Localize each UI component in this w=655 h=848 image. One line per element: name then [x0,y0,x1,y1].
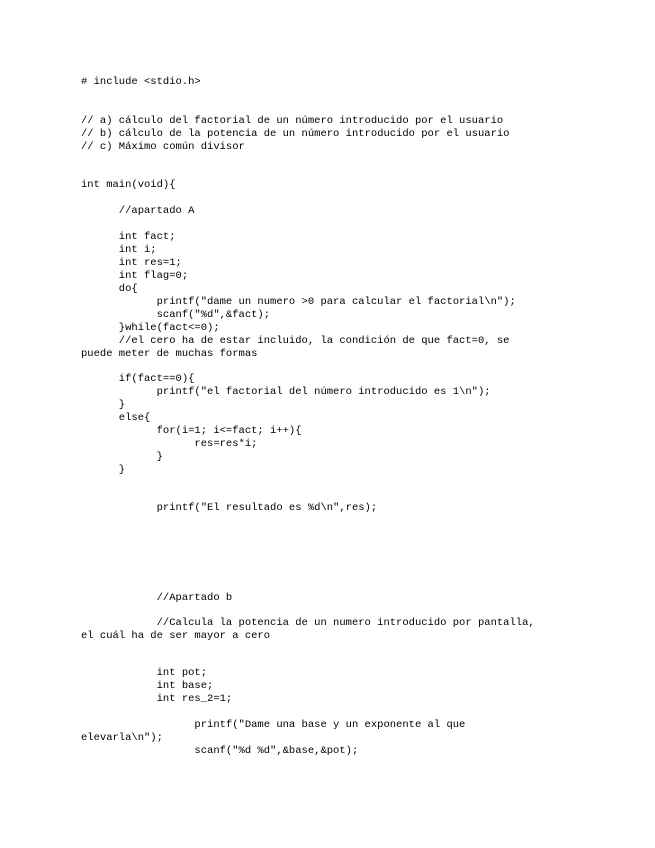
code-line-scanf-fact: scanf("%d",&fact); [81,309,271,321]
code-line-int-res: int res=1; [81,257,182,269]
code-line-comment-c: // c) Máximo común divisor [81,141,245,153]
code-line-for: for(i=1; i<=fact; i++){ [81,425,302,437]
code-line-comment-a: // a) cálculo del factorial de un número introducido por el usuario [81,115,504,127]
code-line-scanf-base-pot: scanf("%d %d",&base,&pot); [81,745,359,757]
code-line-int-fact: int fact; [81,231,176,243]
code-line-int-flag: int flag=0; [81,270,189,282]
code-line-close-else: } [81,464,126,476]
code-line-close-if: } [81,399,126,411]
code-line-int-res2: int res_2=1; [81,693,233,705]
code-line-apartado-b: //Apartado b [81,592,233,604]
code-line-close-for: } [81,451,163,463]
code-line-comment-b: // b) cálculo de la potencia de un número introducido por el usuario [81,128,510,140]
code-line-printf-base: printf("Dame una base y un exponente al que [81,719,466,731]
code-line-if: if(fact==0){ [81,373,195,385]
code-line-printf-resultado: printf("El resultado es %d\n",res); [81,502,378,514]
code-line-comment-potencia-cont: el cuál ha de ser mayor a cero [81,630,271,642]
code-line-comment-potencia: //Calcula la potencia de un numero introducido por pantalla, [81,617,535,629]
code-line-comment-cero: //el cero ha de estar incluido, la condición de que fact=0, se [81,335,510,347]
code-line-printf-prompt: printf("dame un numero >0 para calcular el factorial\n"); [81,296,516,308]
code-line-main: int main(void){ [81,179,176,191]
code-line-int-base: int base; [81,680,214,692]
code-line-int-pot: int pot; [81,667,208,679]
code-line-comment-cero-cont: puede meter de muchas formas [81,348,258,360]
code-line-printf-base-cont: elevarla\n"); [81,732,163,744]
code-line-do: do{ [81,283,138,295]
code-line-printf-factorial-1: printf("el factorial del número introducido es 1\n"); [81,386,491,398]
code-line-include: # include <stdio.h> [81,76,201,88]
code-line-res-mult: res=res*i; [81,438,258,450]
code-line-apartado-a: //apartado A [81,205,195,217]
code-line-while: }while(fact<=0); [81,322,220,334]
code-line-else: else{ [81,412,151,424]
code-line-int-i: int i; [81,244,157,256]
